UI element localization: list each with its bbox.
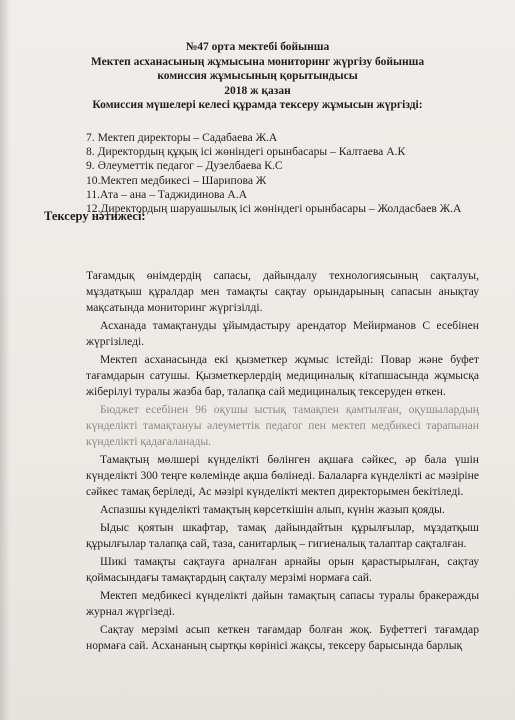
results-body xyxy=(86,268,479,656)
results-heading: Тексеру нәтижесі: xyxy=(44,209,146,223)
header-subject: Мектеп асханасының жұмысына мониторинг жүргізу бойынша xyxy=(90,55,425,68)
paragraph: Асханада тамақтануды ұйымдастыру арендатор Мейирманов С есебінен жүргізіледі. xyxy=(86,319,479,348)
paragraph: Ыдыс қоятын шкафтар, тамақ дайындайтын құрылғылар, мұздатқыш құрылғылар талапқа сай, таза, санитарлық – гигиеналық талаптар сақталған. xyxy=(86,521,479,550)
member-item: 9. Әлеуметтік педагог – Дузелбаева К.С xyxy=(86,159,283,173)
paragraph: Мектеп медбикесі күнделікті дайын тамақтың сапасы туралы бракеражды журнал жүргізеді. xyxy=(86,589,479,618)
paragraph: Сақтау мерзімі асып кеткен тағамдар болған жоқ. Буфеттегі тағамдар нормаға сай. Асхананың сыртқы көрінісі жақсы, тексеру барысында барлық xyxy=(86,623,479,652)
paragraph: Бюджет есебінен 96 оқушы ыстық тамақпен қамтылған, оқушылардың күнделікті тамақтануы әлеуметтік педагог пен мектеп медбикесі тарапынан күнделікті қадағаланады. xyxy=(86,403,479,448)
header-school: №47 орта мектебі бойынша xyxy=(185,41,330,53)
paragraph: Шикі тамақты сақтауға арналған арнайы орын қарастырылған, сақтау қоймасындағы тамақтардың сақталу мерзімі нормаға сай. xyxy=(86,555,479,584)
paragraph: Мектеп асханасында екі қызметкер жұмыс істейді: Повар және буфет тағамдарын сатушы. Қызметкерлердің медициналық кітапшасында жұмысқа жіберілуі туралы жазба бар, талапқа сай медициналық тексеруден өткен. xyxy=(86,353,479,398)
paragraph: Тамақтың мөлшері күнделікті бөлінген ақшаға сәйкес, әр бала үшін күнделікті 300 теңге көлемінде ақша бөлінеді. Балаларға күнделікті ас мәзіріне сәйкес тамақ беріледі, Ас мәзірі күнделікті мектеп директорымен бекітіледі. xyxy=(86,453,479,498)
member-item: 7. Мектеп директоры – Садабаева Ж.А xyxy=(86,131,278,144)
members-list xyxy=(86,131,461,216)
paragraph: Аспазшы күнделікті тамақтың көрсеткішін алып, күнін жазып қояды. xyxy=(100,503,445,516)
header-date: 2018 ж қазан xyxy=(224,84,291,97)
document-header xyxy=(0,40,515,113)
member-item: 8. Директордың құқық ісі жөніндегі орынбасары – Калтаева А.К xyxy=(86,145,406,159)
member-item: 11.Ата – ана – Таджидинова А.А xyxy=(86,187,248,201)
header-members-intro: Комиссия мүшелері келесі құрамда тексеру жұмысын жүргізді: xyxy=(92,99,423,112)
header-commission: комиссия жұмысының қорытындысы xyxy=(157,70,358,83)
member-item: 12.Директордың шаруашылық ісі жөніндегі орынбасары – Жолдасбаев Ж.А xyxy=(86,202,462,216)
member-item: 10.Мектеп медбикесі – Шарипова Ж xyxy=(86,173,267,187)
paragraph: Тағамдық өнімдердің сапасы, дайындалу технологиясының сақталуы, мұздатқыш құралдар мен тамақты сақтау орындарының сапасын анықтау мақсатында мониторинг жүргізілді. xyxy=(86,269,479,314)
